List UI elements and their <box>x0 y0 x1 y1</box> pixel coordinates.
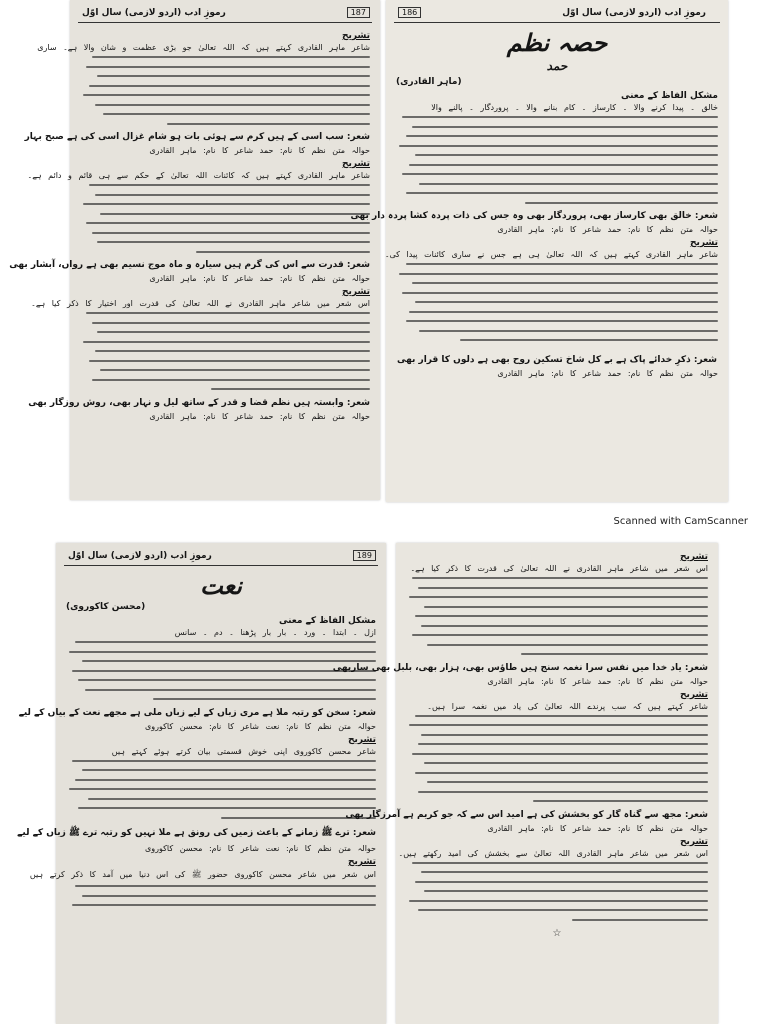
explanation-label: تشریح <box>347 857 376 867</box>
explanation-label: تشریح <box>679 836 708 847</box>
page-number: 187 <box>347 7 370 18</box>
explanation-lead: شاعر محسن کاکوروی اپنی خوش قسمتی بیان کرتے ہوئے کہتے ہیں <box>111 746 376 756</box>
verse: شعر: مجھ سے گناہ گار کو بخشش کی ہے امید اس سے کہ جو کریم ہے آمرزگار بھی <box>345 809 708 820</box>
explanation-lead: اس شعر میں شاعر محسن کاکوروی حضور ﷺ کی اس دنیا میں آمد کا ذکر کرتے ہیں <box>29 870 376 879</box>
book-title: رموزِ ادب (اردو لازمی) سال اوّل <box>68 551 212 561</box>
end-star-icon: ☆ <box>552 928 562 939</box>
verse: شعر: سب اسی کے ہیں کرم سے ہوئی بات ہو شام غزال اسی کی ہے صبح بہار <box>24 132 370 142</box>
explanation-label: تشریح <box>341 159 370 169</box>
reference-line: حوالہ متن نظم کا نام: حمد شاعر کا نام: ماہر القادری <box>497 369 718 378</box>
reference-line: حوالہ متن نظم کا نام: حمد شاعر کا نام: ماہر القادری <box>149 274 370 283</box>
page-number: 186 <box>398 7 421 18</box>
glossary-label: مشکل الفاظ کے معنی <box>620 91 718 101</box>
verse: شعر: یاد خدا میں نفس سرا نغمہ سنج ہیں طاؤس بھی، ہزار بھی، بلبل بھی ساربھی <box>332 662 708 673</box>
reference-line: حوالہ متن نظم کا نام: نعت شاعر کا نام: محسن کاکوروی <box>145 721 376 731</box>
explanation-label: تشریح <box>679 689 708 700</box>
book-title: رموزِ ادب (اردو لازمی) سال اوّل <box>562 8 706 18</box>
reference-line: حوالہ متن نظم کا نام: حمد شاعر کا نام: ماہر القادری <box>149 146 370 155</box>
explanation-label: تشریح <box>341 287 370 297</box>
glossary-lead: ازل ۔ ابتدا ۔ ورد ۔ بار بار پڑھنا ۔ دم ۔ سانس <box>174 628 376 637</box>
verse: شعر: وابستہ ہیں نظم قضا و قدر کے ساتھ لیل و نہار بھی، روش روزگار بھی <box>28 397 370 408</box>
explanation-label: تشریح <box>347 734 376 745</box>
explanation-label: تشریح <box>679 552 708 562</box>
page-189 <box>17 543 386 1024</box>
page-187 <box>9 0 380 500</box>
explanation-label: تشریح <box>689 238 718 248</box>
verse: شعر: ذکرِ خدائے پاک ہے بے کل شاخ تسکین روح بھی ہے دلوں کا قرار بھی <box>396 355 718 365</box>
explanation-lead: اس شعر میں شاعر ماہر القادری اللہ تعالیٰ سے بخشش کی امید رکھتے ہیں۔ <box>398 848 708 858</box>
verse: شعر: سخن کو رتبہ ملا ہے مری زباں کے لیے زباں ملی ہے مجھے نعت کے بیاں کے لیے <box>18 707 376 718</box>
reference-line: حوالہ متن نظم کا نام: حمد شاعر کا نام: ماہر القادری <box>487 823 708 833</box>
explanation-lead: اس شعر میں شاعر ماہر القادری نے اللہ تعالیٰ کی قدرت اور اختیار کا ذکر کیا ہے۔ <box>31 299 370 308</box>
verse: شعر: قدرت سے اس کی گرم ہیں سیارہ و ماہ موج نسیم بھی ہے رواں، آبشار بھی <box>9 260 370 270</box>
explanation-lead: شاعر ماہر القادری کہتے ہیں کہ اللہ تعالیٰ جو بڑی عظمت و شان والا ہے۔ ساری <box>37 43 370 52</box>
reference-line: حوالہ متن نظم کا نام: نعت شاعر کا نام: محسن کاکوروی <box>145 844 376 853</box>
page-body <box>17 567 376 914</box>
running-header <box>64 549 378 566</box>
glossary-lead: خالق ۔ پیدا کرنے والا ۔ کارساز ۔ کام بنانے والا ۔ پروردگار ۔ پالنے والا <box>431 103 718 112</box>
poet-name: (محسن کاکوروی) <box>66 602 146 612</box>
running-header <box>78 6 372 23</box>
explanation-lead: شاعر ماہر القادری کہتے ہیں کہ کائنات اللہ تعالیٰ کے حکم سے ہی قائم و دائم ہے۔ <box>27 171 370 180</box>
reference-line: حوالہ متن نظم کا نام: حمد شاعر کا نام: ماہر القادری <box>149 411 370 421</box>
glossary-label: مشکل الفاظ کے معنی <box>278 616 376 626</box>
page-body <box>350 24 718 382</box>
page-body <box>9 30 370 425</box>
section-heading: حصہ نظم <box>506 28 608 57</box>
poet-name: (ماہر القادری) <box>396 77 462 87</box>
verse: شعر: ترے ﷺ زمانے کے باعث زمیں کی رونق ہے ملا نہیں کو رتبہ ترے ﷺ زباں کے لیے <box>17 828 376 838</box>
verse: شعر: خالق بھی کارساز بھی، پروردگار بھی وہ جس کی ذات پردہ کشا پردہ دار بھی <box>350 211 718 221</box>
poem-title: حمد <box>546 59 568 73</box>
book-title: رموزِ ادب (اردو لازمی) سال اوّل <box>82 8 226 18</box>
explanation-lead: شاعر ماہر القادری کہتے ہیں کہ اللہ تعالیٰ ہی ہے جس نے ساری کائنات پیدا کی۔ <box>384 250 718 259</box>
scanner-watermark: Scanned with CamScanner <box>613 516 748 527</box>
running-header <box>394 6 720 23</box>
explanation-lead: اس شعر میں شاعر ماہر القادری نے اللہ تعالیٰ کی قدرت کا ذکر کیا ہے۔ <box>410 564 708 573</box>
page-number: 189 <box>353 550 376 561</box>
section-heading: نعت <box>200 571 242 600</box>
reference-line: حوالہ متن نظم کا نام: حمد شاعر کا نام: ماہر القادری <box>497 225 718 234</box>
explanation-label: تشریح <box>341 31 370 41</box>
reference-line: حوالہ متن نظم کا نام: حمد شاعر کا نام: ماہر القادری <box>487 676 708 686</box>
explanation-lead: شاعر کہتے ہیں کہ سب پرندے اللہ تعالیٰ کی یاد میں نغمہ سرا ہیں۔ <box>427 701 708 711</box>
